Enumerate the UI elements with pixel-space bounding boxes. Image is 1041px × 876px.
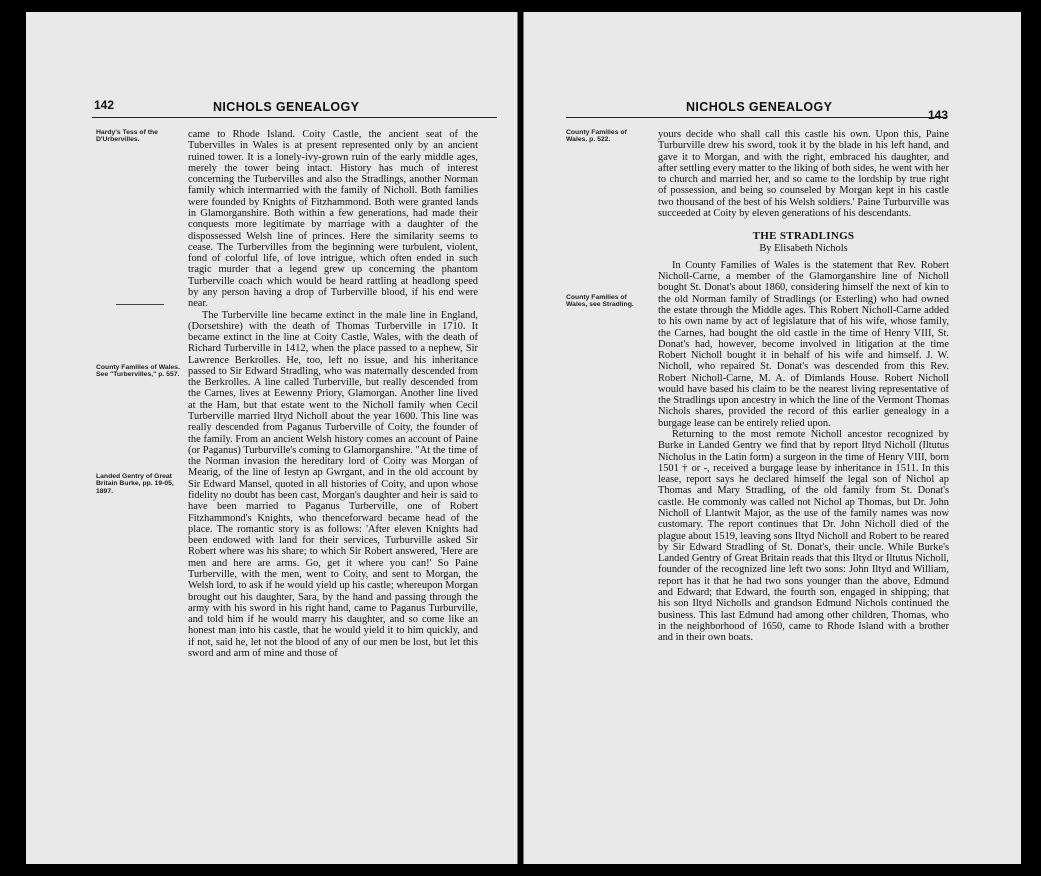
right-paragraph: In County Families of Wales is the statement that Rev. Robert Nicholl-Carne, a member of the Glamorganshire line of Nicholl bought St. Donat's about 1860, considering himself the next of kin to the old Norman family of Stradlings (or Esterling) who had owned the estate through the Middle ages. This Robert Nicholl-Carne added to his own name by act of legislature that of his wife, whose family, the Carnes, had bought the old castle in the time of Henry VIII, St. Donat's had, however, become involved in litigation at the time Robert Nicholl bought it in behalf of his wife and himself. J. W. Nicholl, who repaired St. Donat's was descended from this Rev. Robert Nicholl-Carne, M. A. of Dimlands House. Robert Nicholl would have based his claim to be the nearest living representative of the Stradlings upon ancestry in which the line of the Vermont Thomas Nichols shares, provided the record of this earlier genealogy in a burgage lease can be entirely relied upon. [658,259,949,429]
left-running-head: NICHOLS GENEALOGY [213,100,360,114]
right-paragraph: Returning to the most remote Nicholl ancestor recognized by Burke in Landed Gentry we find that by report Iltyd Nicholl (Iltutus Nicholus in the Latin form) a surgeon in the time of Henry VIII, born 1501 † or -, received a burgage lease by inheritance in 1511. In this lease, report says he declared himself the legal son of Nichol ap Thomas and Mary Stradling, of the old family from St. Donat's castle. He commonly was called not Nichol ap Thomas, but Dr. John Nicholl of Llantwit Major, as the use of the family names was now customary. The report continues that Dr. John Nicholl died of the plague about 1519, leaving sons Iltyd Nicholl and Robert to be reared by Sir Edward Stradling of St. Donat's, their uncle. While Burke's Landed Gentry of Great Britain reads that this Iltyd or Iltutus Nicholl, founder of the recognized line left two sons: John Iltyd and William, report has it that he had two sons younger than the above, Edmund and Edward; that Edward, the fourth son, engaged in shipping; that his son Iltyd Nicholls and grandson Edmund Nichols continued the business. This last Edmund had among other children, Thomas, who in the neighborhood of 1650, came to Rhode Island with a brother and in their own boats. [658,429,949,644]
right-page [523,12,1021,864]
left-page-number: 142 [94,98,115,112]
right-margin-note-1: County Families of Wales. p. 522. [566,129,627,144]
left-margin-note-1: Hardy's Tess of the D'Urbervilles. [96,129,158,144]
right-page-number: 143 [928,108,949,122]
section-title: THE STRADLINGS [752,230,855,243]
left-paragraph: came to Rhode Island. Coity Castle, the ancient seat of the Tubervilles in Wales is at present represented only by an ancient ruined tower. It is a lonely-ivy-grown ruin of the early middle ages, merely the tower being intact. History has much of interest concerning the Turbervilles and also the Stradlings, another Norman family which intermarried with the family of Nicholl. Both families were founded by Knights of Fitzhammond. Both were granted lands in Glamorganshire. Both within a few generations, had made their conquests more legitimate by marriage with a daughter of the dispossessed Welsh line of princes. Here the similarity seems to cease. The Turbervilles from the beginning were turbulent, violent, fond of colorful life, of love intrigue, which often ended in such tragic murder that a legend grew up concerning the phantom Turberville coach which would be heard rattling at headlong speed by any person having a drop of Turberville blood, if his end were near. [188,129,478,310]
right-header-rule [566,117,946,118]
right-body-text [658,129,949,643]
left-margin-note-3: Landed Gentry of Great Britain Burke, pp. 19-05, 1897. [96,473,174,495]
left-header-rule [92,117,497,118]
right-running-head: NICHOLS GENEALOGY [686,100,833,114]
right-margin-note-2: County Families of Wales, see Stradling. [566,294,634,309]
left-page [26,12,518,864]
right-paragraph: yours decide who shall call this castle his own. Upon this, Paine Turburville drew his sword, took it by the blade in his left hand, and gave it to Morgan, and with the right, embraced his daughter, and after settling every matter to the liking of both sides, he went with her to church and married her, and so came to the lordship by true right of possession, and being so counseled by Morgan kept in his castle two thousand of the best of his Welsh soldiers.' Paine Turburville was succeeded at Coity by eleven generations of his descendants. [658,129,949,219]
section-byline: By Elisabeth Nichols [759,242,848,254]
left-margin-dash [116,304,164,305]
left-body-text [188,129,478,659]
left-paragraph: The Turberville line became extinct in the male line in England, (Dorsetshire) with the death of Thomas Turberville in 1710. It became extinct in the line at Coity Castle, Wales, with the death of Richard Turberville in 1412, when the place passed to a nephew, Sir Lawrence Berkrolles. He, too, left no issue, and his inheritance passed to Sir Edward Stradling, who was maternally descended from the Berkrolles. A line called Turberville, but really descended from the Carnes, lives at Eewenny Priory, Glamorgan. Another line lived at the Ham, but that estate went to the Nicholl family when Cecil Turberville married Iltyd Nicholl about the year 1600. This line was really descended from Paganus Turberville of Coity, the founder of the family. From an ancient Welsh history comes an account of Paine (or Paganus) Turburville's coming to Glamorganshire. "At the time of the Norman invasion the hereditary lord of Coity was Morgan of Mearig, of the line of Iestyn ap Gwrgant, and in the old account by Sir Edward Mansel, quoted in all histories of Coity, and upon whose fidelity no doubt has been cast, Morgan's daughter and heir is said to have been married to Paganus Turberville, one of Robert Fitzhammond's Knights, who thenceforward became head of the place. The romantic story is as follows: 'After eleven Knights had been endowed with land for their services, Turburville asked Sir Robert where was his share; to which Sir Robert answered, 'Here are men and here are arms. Go, get it where you can!' So Paine Turberville, with the men, went to Coity, and sent to Morgan, the Welsh lord, to ask if he would yield up his castle; whereupon Morgan brought out his daughter, Sara, by the hand and passing through the army with his sword in his right hand, came to Paganus Turburville, and told him if he would marry his daughter, and so come like an honest man into his castle, that he would yield it to him quickly, and if not, said he, let not the blood of any of our men be lost, but let this sword and arm of mine and those of [188,309,478,659]
left-margin-note-2: County Families of Wales. See "Turbervilles," p. 557. [96,364,180,379]
